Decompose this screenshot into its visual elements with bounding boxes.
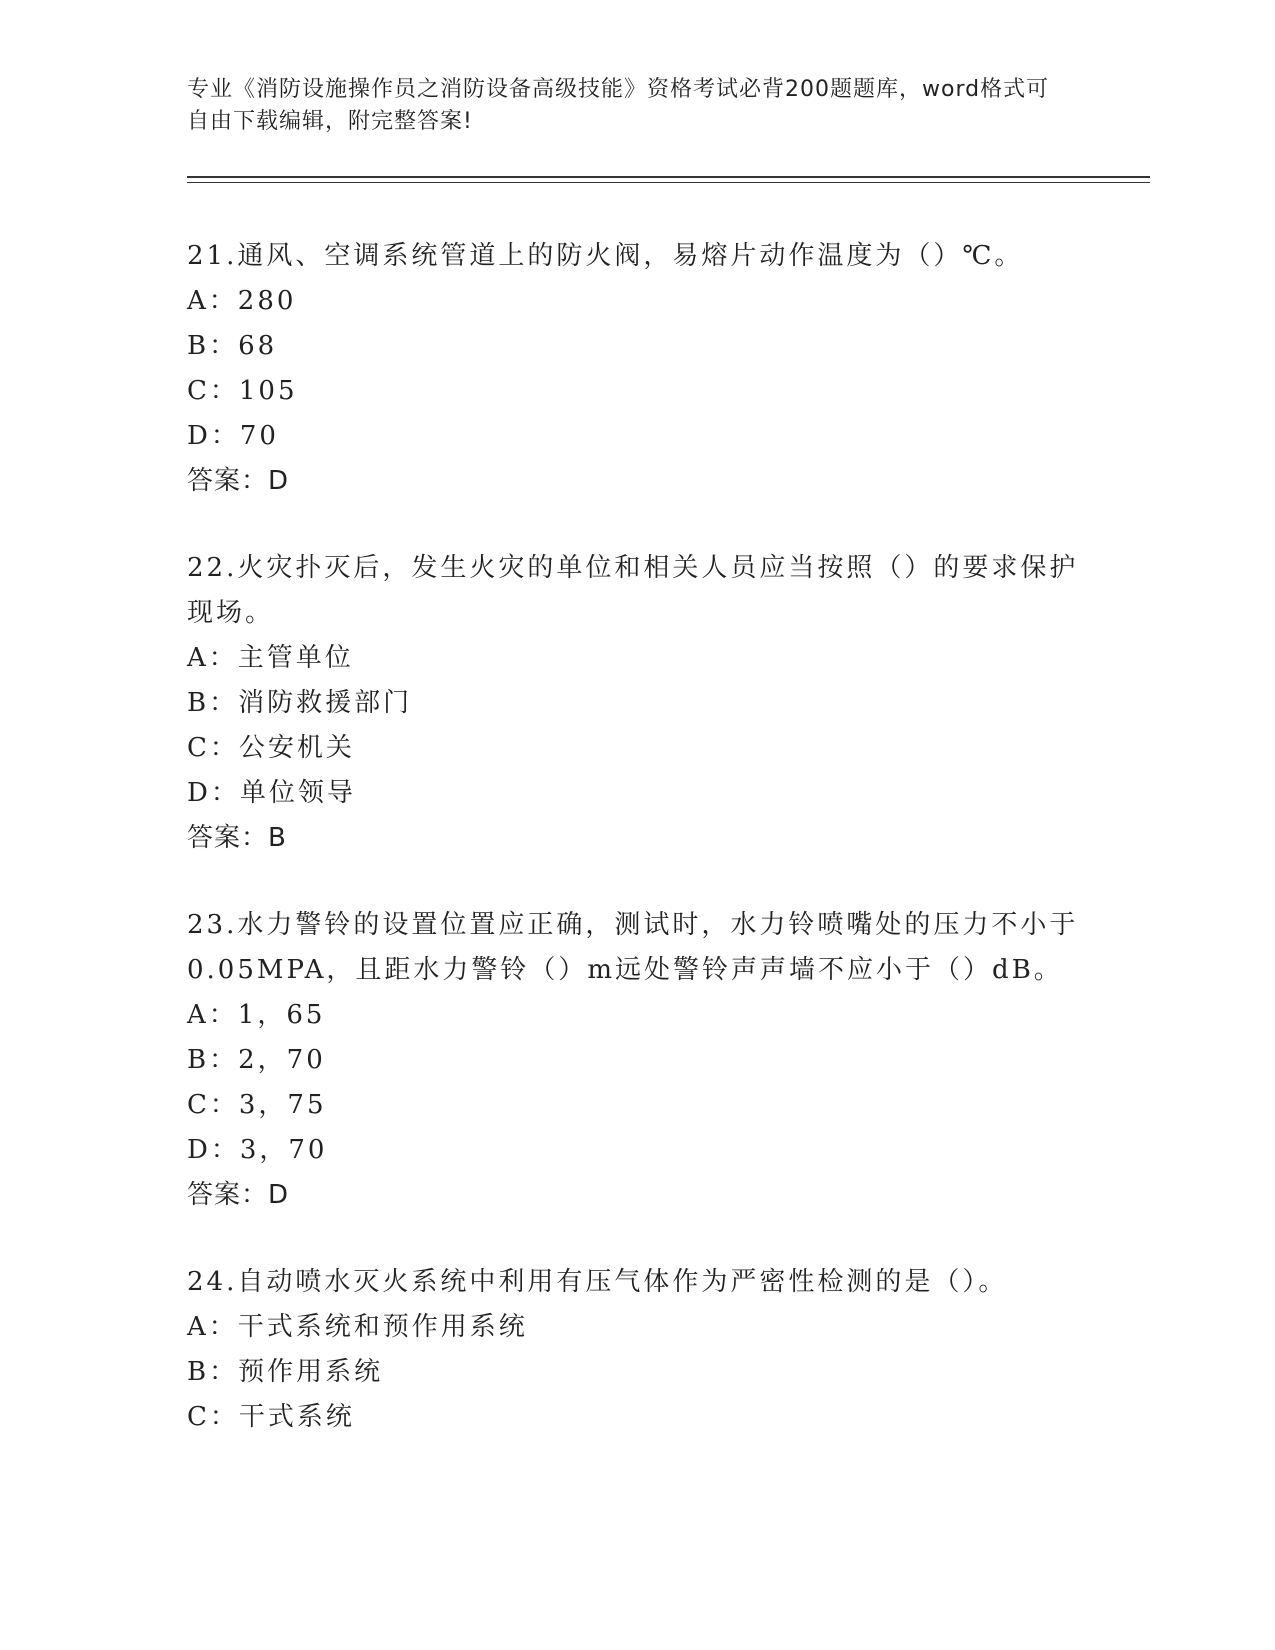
question-21	[187, 234, 1087, 504]
option-a: A：280	[187, 286, 297, 316]
option-b: B：预作用系统	[187, 1357, 384, 1387]
option-c: C：105	[187, 376, 298, 406]
answer-line: 答案：D	[187, 1180, 290, 1210]
option-a: A：1，65	[187, 1000, 326, 1030]
answer-line: 答案：B	[187, 823, 287, 853]
question-list	[187, 234, 1087, 1482]
document-header: 专业《消防设施操作员之消防设备高级技能》资格考试必背200题题库，word格式可自由下载编辑，附完整答案!	[187, 77, 1050, 134]
question-24	[187, 1260, 1087, 1440]
option-b: B：消防救援部门	[187, 688, 413, 718]
header-divider	[187, 176, 1150, 178]
question-stem: 23.水力警铃的设置位置应正确，测试时，水力铃喷嘴处的压力不小于0.05MPA，且距水力警铃（）m远处警铃声声墙不应小于（）dB。	[187, 910, 1079, 985]
question-stem: 24.自动喷水灭火系统中利用有压气体作为严密性检测的是（）。	[187, 1267, 1008, 1297]
question-stem: 22.火灾扑灭后，发生火灾的单位和相关人员应当按照（）的要求保护现场。	[187, 553, 1079, 628]
option-c: C：公安机关	[187, 733, 355, 763]
option-d: D：70	[187, 421, 279, 451]
option-a: A：干式系统和预作用系统	[187, 1312, 528, 1342]
option-d: D：3，70	[187, 1135, 328, 1165]
header-divider-thin	[187, 182, 1150, 183]
option-c: C：3，75	[187, 1090, 327, 1120]
question-stem: 21.通风、空调系统管道上的防火阀，易熔片动作温度为（）℃。	[187, 241, 1024, 271]
option-b: B：68	[187, 331, 278, 361]
option-d: D：单位领导	[187, 778, 356, 808]
option-c: C：干式系统	[187, 1402, 355, 1432]
question-23	[187, 903, 1087, 1218]
option-b: B：2，70	[187, 1045, 326, 1075]
option-a: A：主管单位	[187, 643, 354, 673]
question-22	[187, 546, 1087, 861]
answer-line: 答案：D	[187, 466, 290, 496]
